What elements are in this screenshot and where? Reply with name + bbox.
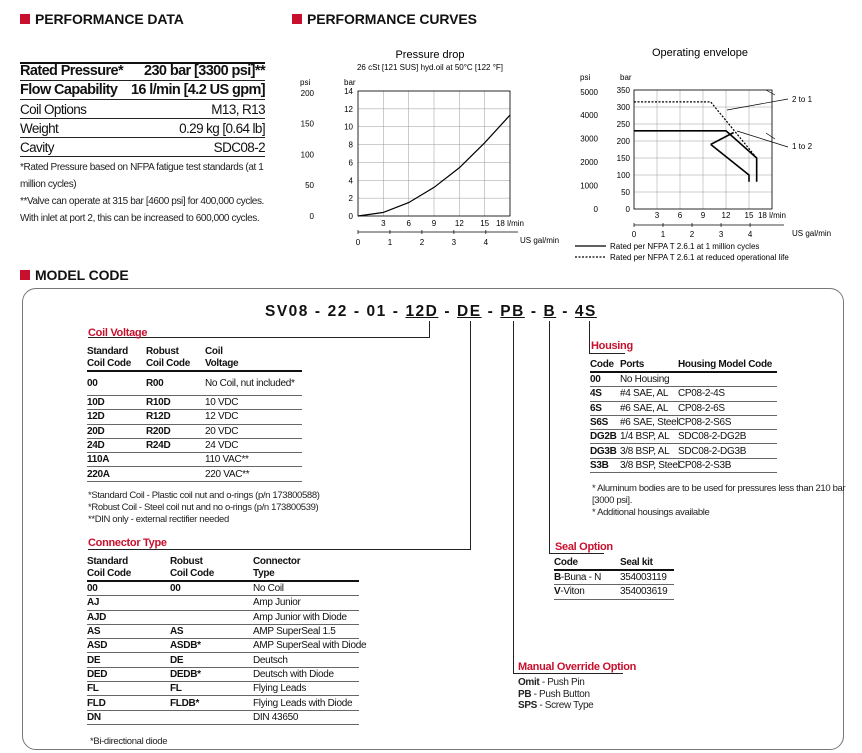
tick-label: 0 bbox=[593, 205, 598, 214]
table-row: 20D R20D 20 VDC bbox=[87, 425, 302, 439]
tick-label: 12 bbox=[454, 219, 464, 228]
tick-label: 350 bbox=[616, 86, 630, 95]
spec-row: Cavity SDC08-2 bbox=[20, 140, 265, 155]
seal-option-title: Seal Option bbox=[555, 541, 613, 553]
tick-label: 9 bbox=[700, 211, 706, 220]
x-gpm-label: US gal/min bbox=[520, 236, 560, 245]
list-item: SPS - Screw Type bbox=[518, 700, 594, 711]
performance-data-table bbox=[20, 62, 265, 227]
coil-voltage-table bbox=[87, 346, 302, 482]
spec-row: Rated Pressure* 230 bar [3300 psi]** bbox=[20, 63, 265, 79]
table-row: 12D R12D 12 VDC bbox=[87, 410, 302, 424]
tick-label: 1 bbox=[660, 230, 666, 239]
code-segment: 12D bbox=[405, 303, 439, 320]
coil-notes: *Standard Coil - Plastic coil nut and o-rings (p/n 173800588) *Robust Coil - Steel coil nut and no o-rings (p/n 173800539) **DIN only - external rectifier needed bbox=[88, 490, 320, 526]
label-2-to-1: 2 to 1 bbox=[792, 95, 813, 104]
tick-label: 0 bbox=[309, 212, 314, 221]
psi-label: psi bbox=[300, 78, 311, 87]
housing-title: Housing bbox=[591, 340, 633, 352]
tick-label: 3 bbox=[451, 238, 457, 247]
table-row: DG2B 1/4 BSP, AL SDC08-2-DG2B bbox=[590, 430, 777, 444]
table-row: V-Viton 354003619 bbox=[554, 585, 674, 599]
tick-label: 6 bbox=[677, 211, 683, 220]
table-row: B-Buna - N 354003119 bbox=[554, 571, 674, 585]
valve-note: **Valve can operate at 315 bar [4600 psi] for 400,000 cycles. With inlet at port 2, this can be increased to 600,000 cycles. bbox=[20, 196, 264, 224]
table-row: S6S #6 SAE, Steel CP08-2-S6S bbox=[590, 416, 777, 430]
code-segment: - bbox=[444, 303, 452, 320]
performance-data-title: PERFORMANCE DATA bbox=[20, 11, 184, 27]
tick-label: 8 bbox=[348, 140, 353, 150]
table-row: 4S #4 SAE, AL CP08-2-4S bbox=[590, 387, 777, 401]
spec-row: Weight 0.29 kg [0.64 lb] bbox=[20, 121, 265, 136]
series-1-to-2 bbox=[634, 131, 757, 182]
tick-label: 15 bbox=[480, 219, 490, 228]
table-row: AS AS AMP SuperSeal 1.5 bbox=[87, 625, 359, 639]
tick-label: 12 bbox=[721, 211, 731, 220]
model-code-string bbox=[262, 303, 600, 321]
code-segment: - bbox=[314, 303, 322, 320]
table-row: DED DEDB* Deutsch with Diode bbox=[87, 668, 359, 682]
table-row: 00 R00 No Coil, nut included* bbox=[87, 372, 302, 396]
code-segment: - bbox=[487, 303, 495, 320]
bar-label: bar bbox=[620, 73, 632, 82]
tick-label: 4 bbox=[483, 238, 489, 247]
tick-label: 4000 bbox=[580, 111, 598, 121]
legend-item: Rated per NFPA T 2.6.1 at 1 million cycles bbox=[610, 242, 760, 251]
label-1-to-2: 1 to 2 bbox=[792, 142, 813, 151]
tick-label: 0 bbox=[348, 212, 353, 221]
coil-voltage-title: Coil Voltage bbox=[88, 327, 148, 339]
tick-label: 100 bbox=[616, 171, 630, 180]
table-row: DE DE Deutsch bbox=[87, 653, 359, 667]
table-row: 220A 220 VAC** bbox=[87, 467, 302, 481]
tick-label: 2000 bbox=[580, 158, 598, 168]
code-segment: - bbox=[353, 303, 361, 320]
tick-label: 2 bbox=[419, 238, 425, 247]
tick-label: 3 bbox=[718, 230, 724, 239]
table-header: Standard Coil Code Robust Coil Code Coil Voltage bbox=[87, 346, 302, 372]
tick-label: 250 bbox=[616, 120, 630, 129]
list-item: Omit - Push Pin bbox=[518, 677, 585, 688]
table-header: Code Seal kit bbox=[554, 557, 674, 571]
tick-label: 2 bbox=[348, 194, 353, 204]
table-row: DG3B 3/8 BSP, AL SDC08-2-DG3B bbox=[590, 444, 777, 458]
table-header: Code Ports Housing Model Code bbox=[590, 359, 777, 373]
tick-label: 9 bbox=[431, 219, 437, 228]
pressure-drop-chart bbox=[290, 44, 560, 254]
tick-label: 150 bbox=[616, 154, 630, 163]
tick-label: 3 bbox=[654, 211, 660, 220]
operating-envelope-chart bbox=[570, 44, 862, 266]
table-row: 24D R24D 24 VDC bbox=[87, 439, 302, 453]
manual-override-title: Manual Override Option bbox=[518, 661, 637, 673]
series-2-to-1 bbox=[634, 102, 757, 175]
tick-label: 6 bbox=[348, 158, 353, 168]
table-row: ASD ASDB* AMP SuperSeal with Diode bbox=[87, 639, 359, 653]
tick-label: 0 bbox=[355, 238, 361, 247]
tick-label: 50 bbox=[305, 181, 314, 191]
table-row: S3B 3/8 BSP, Steel CP08-2-S3B bbox=[590, 459, 777, 473]
code-segment: 01 bbox=[366, 303, 387, 320]
tick-label: 15 bbox=[744, 211, 754, 220]
tick-label: 6 bbox=[406, 219, 411, 228]
tick-label: 200 bbox=[300, 88, 314, 98]
tick-label: 1 bbox=[387, 238, 393, 247]
tick-label: 14 bbox=[344, 87, 353, 96]
tick-label: 4 bbox=[747, 230, 753, 239]
table-row: DN DIN 43650 bbox=[87, 711, 359, 725]
code-segment: DE bbox=[457, 303, 482, 320]
connector-note: *Bi-directional diode bbox=[90, 736, 168, 747]
tick-label: 18 l/min bbox=[757, 211, 787, 220]
code-segment: B bbox=[543, 303, 557, 320]
code-segment: PB bbox=[500, 303, 525, 320]
tick-label: 150 bbox=[300, 119, 314, 129]
tick-label: 100 bbox=[300, 150, 314, 160]
connector-type-title: Connector Type bbox=[88, 537, 167, 549]
code-segment: 22 bbox=[327, 303, 348, 320]
spec-row: Coil Options M13, R13 bbox=[20, 102, 265, 117]
table-row: FLD FLDB* Flying Leads with Diode bbox=[87, 696, 359, 710]
performance-curves-title: PERFORMANCE CURVES bbox=[292, 11, 477, 27]
table-header: Standard Coil Code Robust Coil Code Connector Type bbox=[87, 556, 359, 582]
housing-table bbox=[590, 359, 777, 473]
list-item: PB - Push Button bbox=[518, 688, 590, 700]
table-row: 110A 110 VAC** bbox=[87, 453, 302, 467]
tick-label: 0 bbox=[625, 205, 630, 214]
model-code-title: MODEL CODE bbox=[20, 267, 129, 283]
chart-title: Pressure drop bbox=[395, 49, 465, 61]
tick-label: 18 l/min bbox=[495, 219, 525, 228]
tick-label: 4 bbox=[348, 176, 353, 186]
table-row: AJ Amp Junior bbox=[87, 596, 359, 610]
bar-label: bar bbox=[344, 78, 356, 87]
tick-label: 200 bbox=[616, 137, 630, 146]
chart-title: Operating envelope bbox=[651, 47, 749, 59]
table-row: 6S #6 SAE, AL CP08-2-6S bbox=[590, 402, 777, 416]
tick-label: 10 bbox=[344, 122, 353, 132]
legend-item: Rated per NFPA T 2.6.1 at reduced operational life bbox=[610, 253, 789, 262]
spec-row: Flow Capability 16 l/min [4.2 US gpm] bbox=[20, 82, 265, 98]
tick-label: 3 bbox=[381, 219, 386, 228]
code-segment: - bbox=[530, 303, 538, 320]
seal-option-table bbox=[554, 557, 674, 600]
psi-label: psi bbox=[580, 73, 591, 82]
manual-override-list bbox=[518, 677, 593, 712]
code-segment: - bbox=[392, 303, 400, 320]
chart-subtitle: 26 cSt [121 SUS] hyd.oil at 50°C [122 °F] bbox=[356, 63, 504, 72]
code-segment: 4S bbox=[574, 303, 597, 320]
code-segment: - bbox=[562, 303, 569, 320]
table-row: 10D R10D 10 VDC bbox=[87, 396, 302, 410]
code-segment: SV08 bbox=[265, 303, 309, 320]
tick-label: 50 bbox=[621, 188, 630, 197]
tick-label: 3000 bbox=[580, 134, 598, 144]
table-row: 00 00 No Coil bbox=[87, 582, 359, 596]
tick-label: 300 bbox=[616, 103, 630, 112]
housing-notes: * Aluminum bodies are to be used for pressures less than 210 bar [3000 psi]. * Additional housings available bbox=[592, 483, 846, 519]
table-row: AJD Amp Junior with Diode bbox=[87, 611, 359, 625]
tick-label: 5000 bbox=[580, 87, 598, 97]
tick-label: 2 bbox=[689, 230, 695, 239]
rated-pressure-note: *Rated Pressure based on NFPA fatigue test standards (at 1 million cycles) bbox=[20, 162, 264, 190]
connector-type-table bbox=[87, 556, 367, 725]
table-row: FL FL Flying Leads bbox=[87, 682, 359, 696]
tick-label: 12 bbox=[344, 104, 353, 114]
tick-label: 1000 bbox=[580, 181, 598, 191]
tick-label: 0 bbox=[631, 230, 637, 239]
table-row: 00 No Housing bbox=[590, 373, 777, 387]
x-gpm-label: US gal/min bbox=[792, 229, 832, 238]
